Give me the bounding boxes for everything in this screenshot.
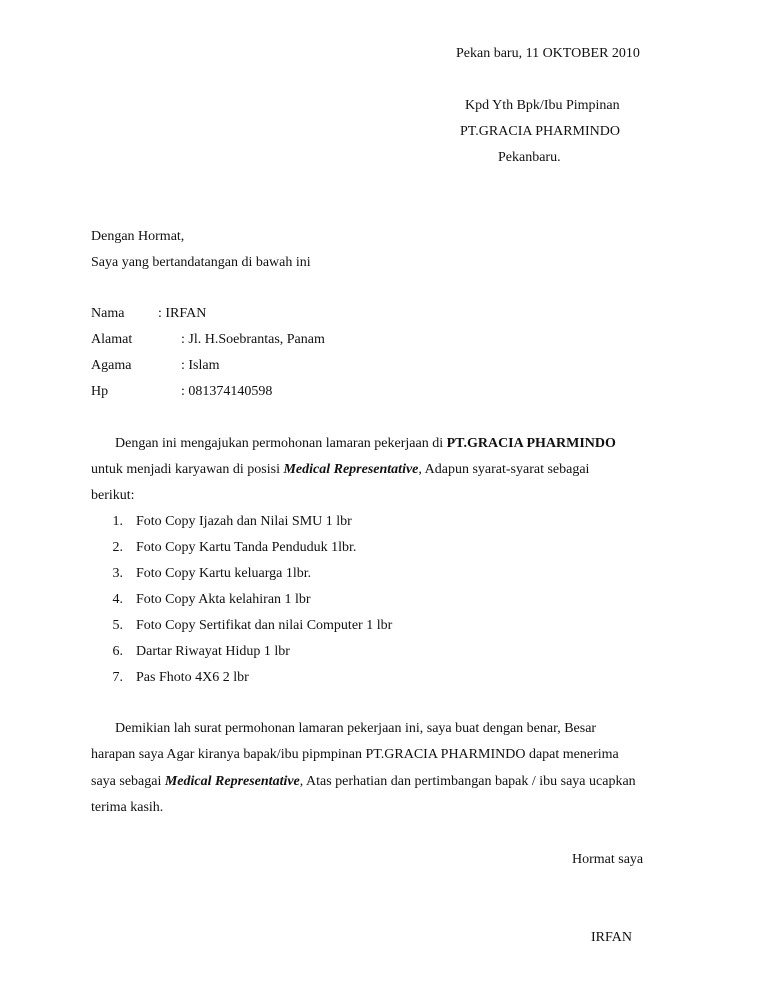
- list-item-text: Dartar Riwayat Hidup 1 lbr: [136, 644, 290, 659]
- para2-line-4: terima kasih.: [91, 800, 164, 815]
- list-item-number: 7.: [112, 670, 123, 685]
- para1-line-1: [115, 435, 616, 453]
- list-item-text: Foto Copy Kartu keluarga 1lbr.: [136, 566, 312, 581]
- position-name-emphasis: Medical Representative: [283, 462, 419, 477]
- field-value-hp: : 081374140598: [181, 384, 273, 399]
- para2-line-2: harapan saya Agar kiranya bapak/ibu pipmpinan PT.GRACIA PHARMINDO dapat menerima: [91, 747, 619, 762]
- para2-line-1: Demikian lah surat permohonan lamaran pekerjaan ini, saya buat dengan benar, Besar: [115, 721, 597, 736]
- list-item-number: 3.: [112, 566, 123, 581]
- field-label-agama: Agama: [91, 358, 132, 373]
- list-item-number: 5.: [112, 618, 123, 633]
- recipient-line-3: Pekanbaru.: [498, 150, 561, 165]
- greeting: Dengan Hormat,: [91, 229, 185, 244]
- para1-line-1-text: Dengan ini mengajukan permohonan lamaran pekerjaan di: [115, 436, 447, 451]
- para1-line-3: berikut:: [91, 488, 135, 503]
- field-label-alamat: Alamat: [91, 332, 133, 347]
- list-item-number: 1.: [112, 514, 123, 529]
- field-label-nama: Nama: [91, 306, 125, 321]
- list-item-number: 4.: [112, 592, 123, 607]
- para1-line-2-text-c: , Adapun syarat-syarat sebagai: [418, 462, 590, 477]
- field-value-alamat: : Jl. H.Soebrantas, Panam: [181, 332, 325, 347]
- field-value-agama: : Islam: [181, 358, 220, 373]
- position-name-emphasis: Medical Representative: [164, 774, 300, 789]
- field-label-hp: Hp: [91, 384, 109, 399]
- para2-line-3-text-c: , Atas perhatian dan pertimbangan bapak / ibu saya ucapkan: [299, 774, 636, 789]
- list-item-number: 6.: [112, 644, 123, 659]
- field-value-nama: : IRFAN: [158, 306, 207, 321]
- recipient-line-1: Kpd Yth Bpk/Ibu Pimpinan: [465, 98, 620, 113]
- signature-name: IRFAN: [591, 930, 632, 945]
- closing: Hormat saya: [572, 852, 644, 867]
- para2-line-3-text-a: saya sebagai: [91, 774, 165, 789]
- para2-line-3: [91, 773, 636, 791]
- para1-line-2-text-a: untuk menjadi karyawan di posisi: [91, 462, 284, 477]
- intro-text: Saya yang bertandatangan di bawah ini: [91, 255, 311, 270]
- list-item-text: Foto Copy Ijazah dan Nilai SMU 1 lbr: [136, 514, 352, 529]
- recipient-line-2: PT.GRACIA PHARMINDO: [460, 124, 620, 139]
- list-item-number: 2.: [112, 540, 123, 555]
- list-item-text: Foto Copy Sertifikat dan nilai Computer 1 lbr: [136, 618, 393, 633]
- list-item-text: Foto Copy Kartu Tanda Penduduk 1lbr.: [136, 540, 357, 555]
- list-item-text: Pas Fhoto 4X6 2 lbr: [136, 670, 249, 685]
- list-item-text: Foto Copy Akta kelahiran 1 lbr: [136, 592, 311, 607]
- para1-line-2: [91, 461, 589, 479]
- company-name-bold: PT.GRACIA PHARMINDO: [446, 436, 616, 451]
- place-date: Pekan baru, 11 OKTOBER 2010: [456, 46, 640, 61]
